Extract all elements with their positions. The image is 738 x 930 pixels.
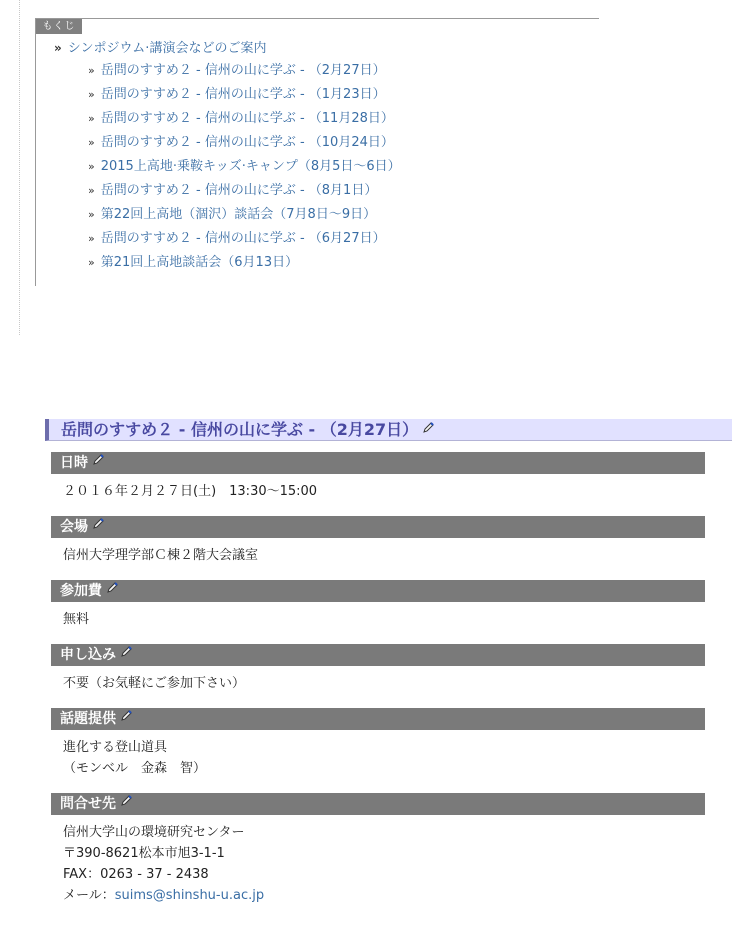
pencil-icon[interactable] (92, 454, 104, 466)
pencil-icon[interactable] (106, 582, 118, 594)
table-of-contents (35, 18, 599, 286)
list-item (88, 63, 401, 87)
fee-text: 無料 (63, 612, 90, 627)
chevron-icon: » (88, 112, 95, 125)
toc-link[interactable]: 岳問のすすめ２ - 信州の山に学ぶ - （6月27日） (100, 231, 386, 246)
mail-label: メール： (63, 888, 115, 903)
contact-fax: FAX：0263 - 37 - 2438 (63, 867, 209, 882)
venue-text: 信州大学理学部Ｃ棟２階大会議室 (63, 548, 259, 563)
pencil-icon[interactable] (120, 646, 132, 658)
section-heading-venue (51, 516, 705, 538)
section-heading-text: 話題提供 (60, 711, 116, 727)
contact-address: 〒390-8621松本市旭3-1-1 (63, 846, 225, 861)
list-item (88, 111, 401, 135)
date-text: ２０１６年２月２７日(土) 13:30～15:00 (63, 484, 318, 499)
chevron-icon: » (88, 160, 95, 173)
chevron-icon: » (88, 184, 95, 197)
list-item (88, 231, 401, 255)
contact-org: 信州大学山の環境研究センター (63, 825, 245, 840)
toc-link[interactable]: 2015上高地·乗鞍キッズ·キャンプ（8月5日～6日） (100, 159, 401, 174)
pencil-icon[interactable] (120, 795, 132, 807)
chevron-icon: » (88, 136, 95, 149)
section-heading-date (51, 452, 705, 474)
toc-list (88, 63, 401, 279)
page-title-text: 岳問のすすめ２ - 信州の山に学ぶ - （2月27日） (61, 420, 419, 439)
section-heading-text: 問合せ先 (60, 796, 116, 812)
mail-link[interactable]: suims@shinshu-u.ac.jp (114, 888, 265, 903)
toc-link[interactable]: 岳問のすすめ２ - 信州の山に学ぶ - （2月27日） (100, 63, 386, 78)
apply-text: 不要（お気軽にご参加下さい） (63, 676, 246, 691)
page-heading (45, 419, 732, 441)
pencil-icon[interactable] (92, 518, 104, 530)
toc-link[interactable]: 岳問のすすめ２ - 信州の山に学ぶ - （8月1日） (100, 183, 378, 198)
section-heading-apply (51, 644, 705, 666)
section-heading-text: 参加費 (60, 583, 102, 599)
topic-title: 進化する登山道具 (63, 740, 168, 755)
list-item (88, 135, 401, 159)
section-heading-contact (51, 793, 705, 815)
toc-top-item (54, 40, 266, 57)
list-item (88, 183, 401, 207)
toc-link[interactable]: 岳問のすすめ２ - 信州の山に学ぶ - （10月24日） (100, 135, 394, 150)
section-body-apply (63, 673, 245, 694)
section-heading-text: 日時 (60, 455, 88, 471)
section-body-topic (63, 737, 206, 779)
section-body-venue (63, 545, 258, 566)
pencil-icon[interactable] (422, 422, 434, 434)
dotted-guide (19, 0, 20, 335)
toc-link[interactable]: 第22回上高地（涸沢）談話会（7月8日～9日） (100, 207, 377, 222)
section-heading-topic (51, 708, 705, 730)
list-item (88, 159, 401, 183)
section-heading-text: 申し込み (60, 647, 116, 663)
section-body-fee (63, 609, 89, 630)
section-heading-fee (51, 580, 705, 602)
double-chevron-icon: » (54, 41, 62, 55)
chevron-icon: » (88, 232, 95, 245)
toc-link-symposium[interactable]: シンポジウム·講演会などのご案内 (67, 41, 267, 56)
list-item (88, 255, 401, 279)
list-item (88, 87, 401, 111)
contact-mail-line (63, 885, 264, 906)
chevron-icon: » (88, 208, 95, 221)
toc-link[interactable]: 第21回上高地談話会（6月13日） (100, 255, 299, 270)
page-title (61, 419, 434, 441)
section-body-contact (63, 822, 264, 906)
chevron-icon: » (88, 256, 95, 269)
pencil-icon[interactable] (120, 710, 132, 722)
toc-link[interactable]: 岳問のすすめ２ - 信州の山に学ぶ - （1月23日） (100, 87, 386, 102)
chevron-icon: » (88, 88, 95, 101)
toc-link[interactable]: 岳問のすすめ２ - 信州の山に学ぶ - （11月28日） (100, 111, 394, 126)
chevron-icon: » (88, 64, 95, 77)
section-body-date (63, 481, 317, 502)
list-item (88, 207, 401, 231)
topic-speaker: （モンベル 金森 智） (63, 761, 207, 776)
section-heading-text: 会場 (60, 519, 88, 535)
toc-label: もくじ (36, 19, 82, 34)
